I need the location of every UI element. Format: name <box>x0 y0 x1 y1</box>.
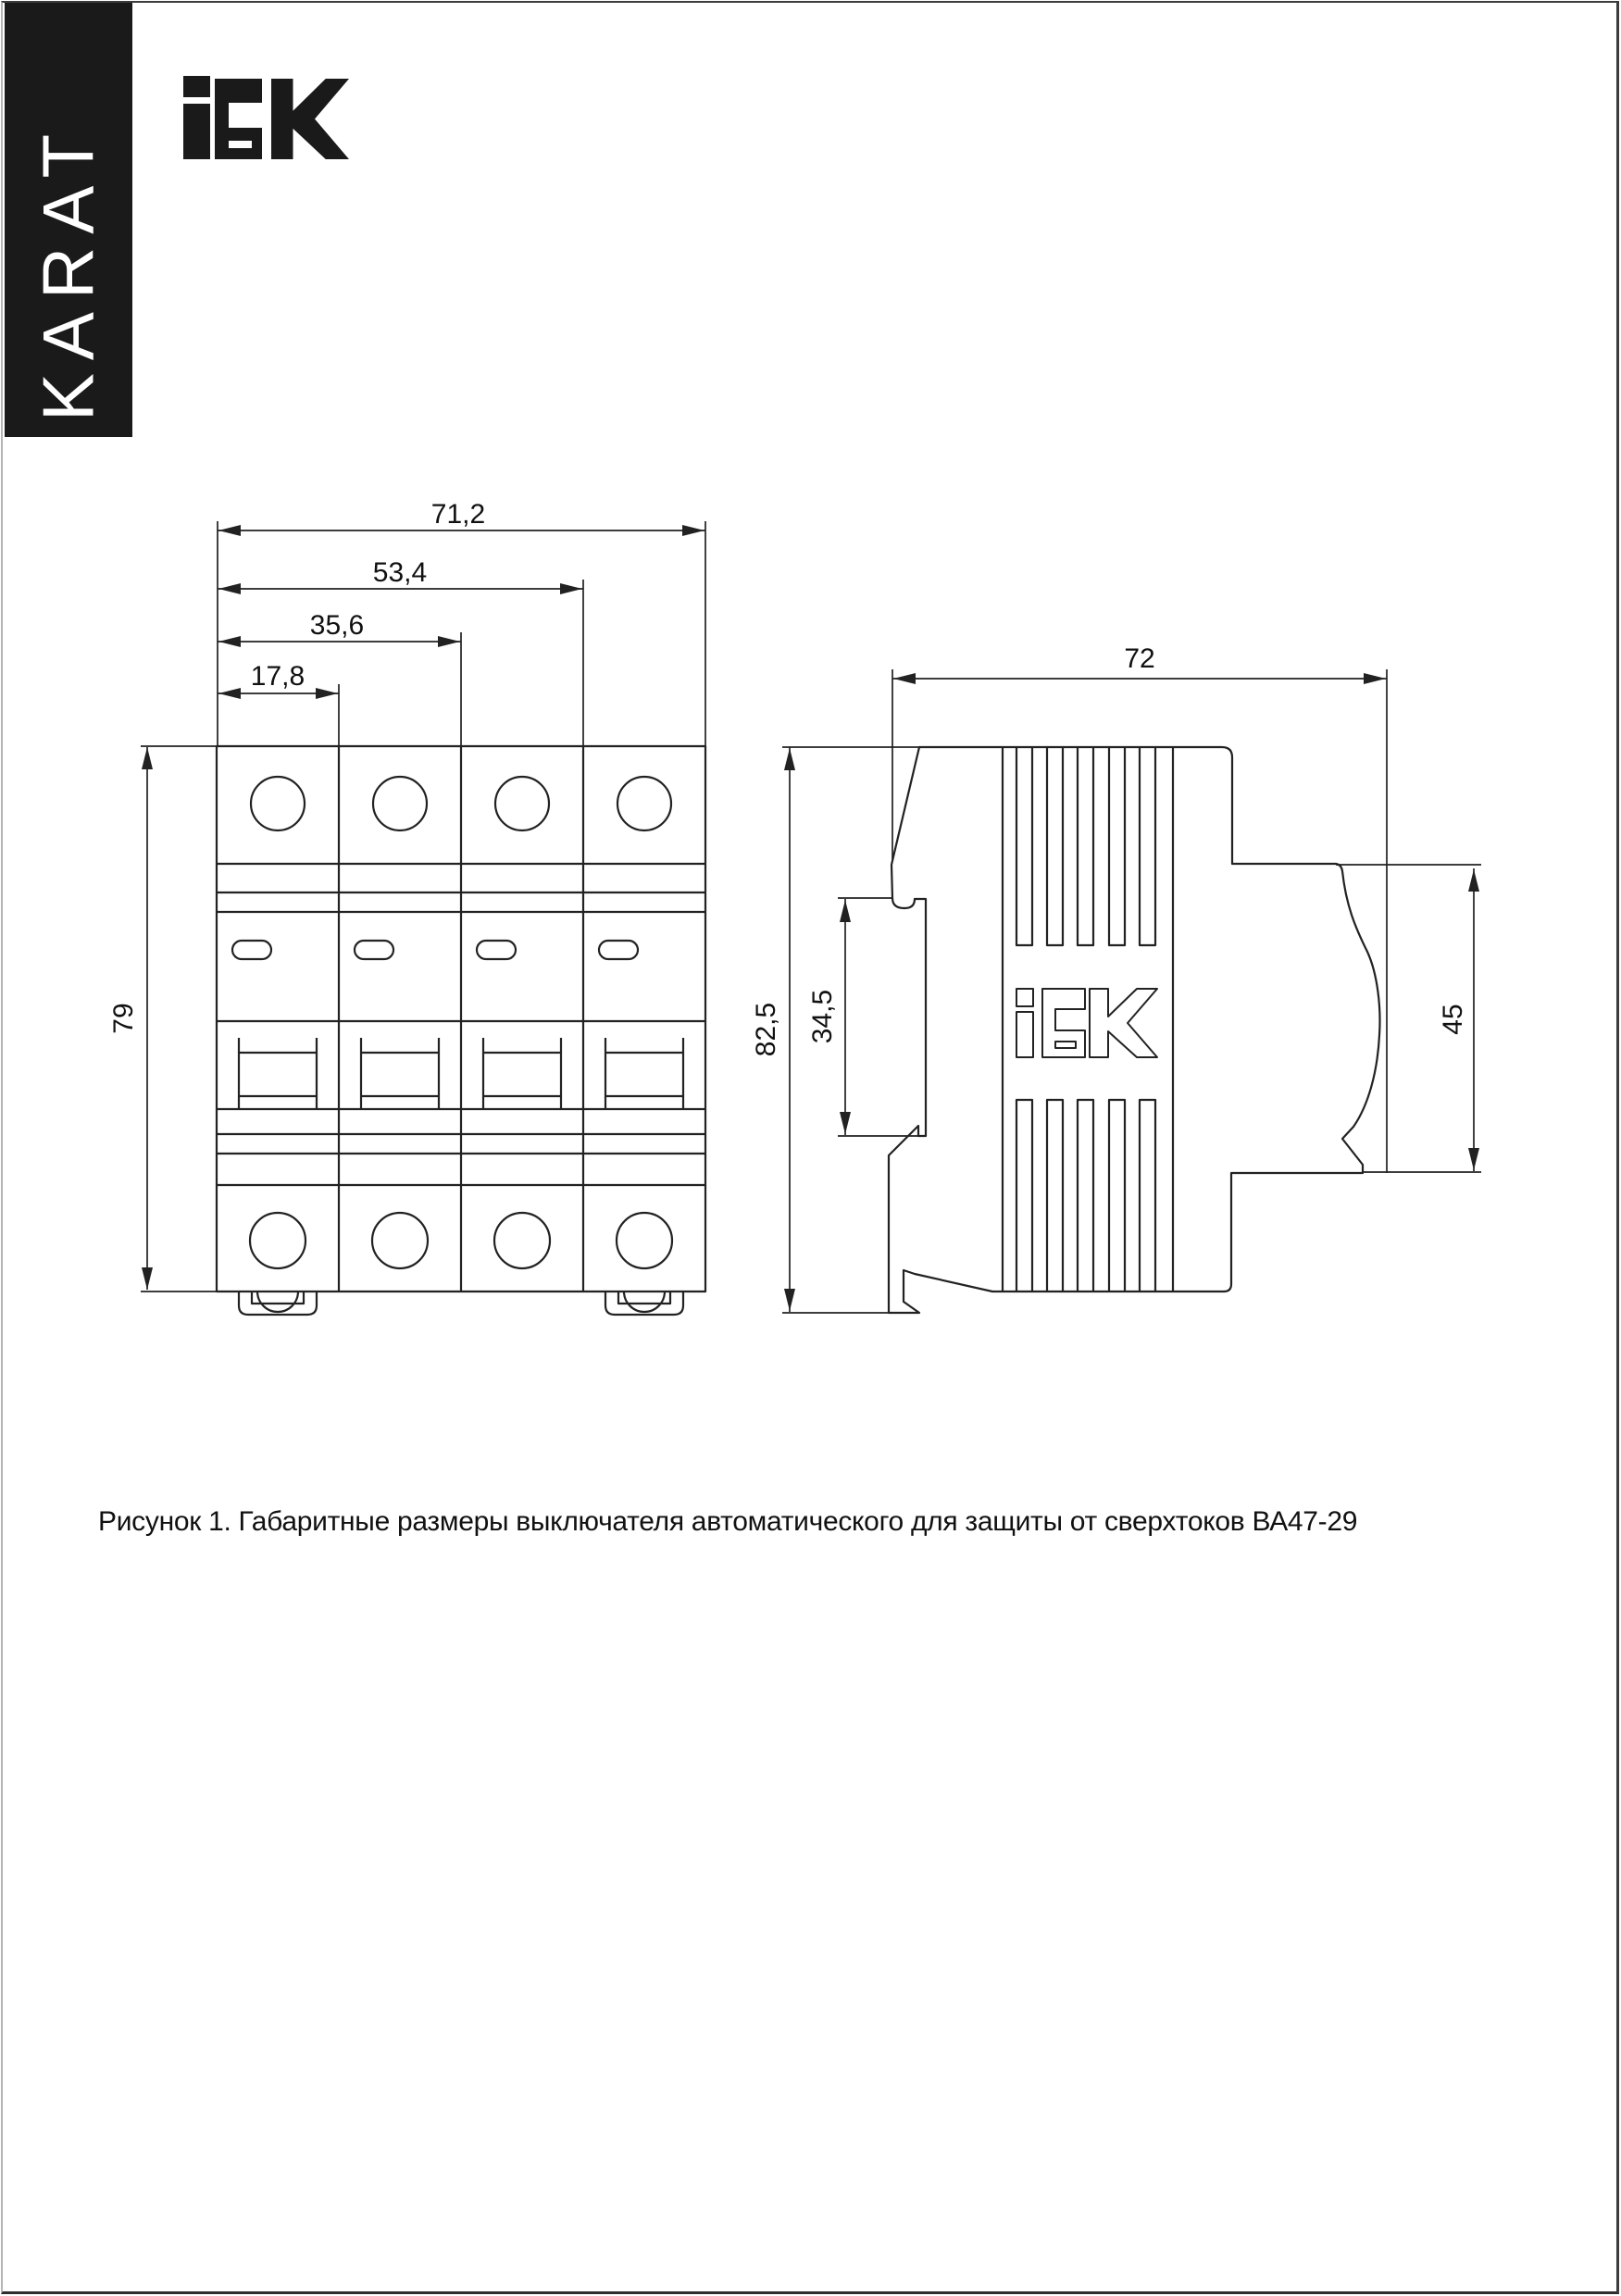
dim-label-width-two: 35,6 <box>309 610 365 641</box>
figure-caption: Рисунок 1. Габаритные размеры выключателя автоматического для защиты от сверхтоков ВА47-29 <box>98 1506 1358 1537</box>
iek-emboss-i-bar <box>1016 1012 1033 1057</box>
dim-label-depth: 72 <box>1124 643 1155 674</box>
dimension-arrows <box>142 525 1479 1311</box>
dim-label-rail-seat: 34,5 <box>807 989 838 1044</box>
iek-logo <box>183 76 349 159</box>
dim-label-front-face: 45 <box>1438 1004 1468 1035</box>
iek-emboss-k <box>1090 989 1157 1057</box>
iek-logo-i-dot <box>183 76 210 97</box>
module-dividers <box>339 746 583 1292</box>
iek-logo-i-bar <box>183 104 210 159</box>
vent-slats-upper <box>1016 747 1155 945</box>
karat-label: KARAT <box>27 120 109 422</box>
iek-emboss-i-dot <box>1016 989 1033 1006</box>
dim-label-width-one: 17,8 <box>250 661 305 692</box>
din-clips-front <box>239 1292 683 1315</box>
vent-slats-lower <box>1016 1100 1155 1292</box>
side-view-drawing <box>889 747 1379 1313</box>
side-panel-edges <box>1003 747 1173 1292</box>
iek-logo-k <box>271 79 349 159</box>
dim-label-width-total: 71,2 <box>430 499 486 530</box>
iek-logo-embossed <box>1016 989 1157 1057</box>
marking-windows <box>232 941 638 959</box>
dim-label-side-height: 82,5 <box>751 1002 781 1057</box>
iek-emboss-e <box>1042 989 1085 1057</box>
front-view-drawing <box>217 746 705 1315</box>
dim-label-front-height: 79 <box>108 1003 139 1034</box>
dim-label-width-three: 53,4 <box>372 557 428 588</box>
iek-logo-e <box>215 79 262 159</box>
